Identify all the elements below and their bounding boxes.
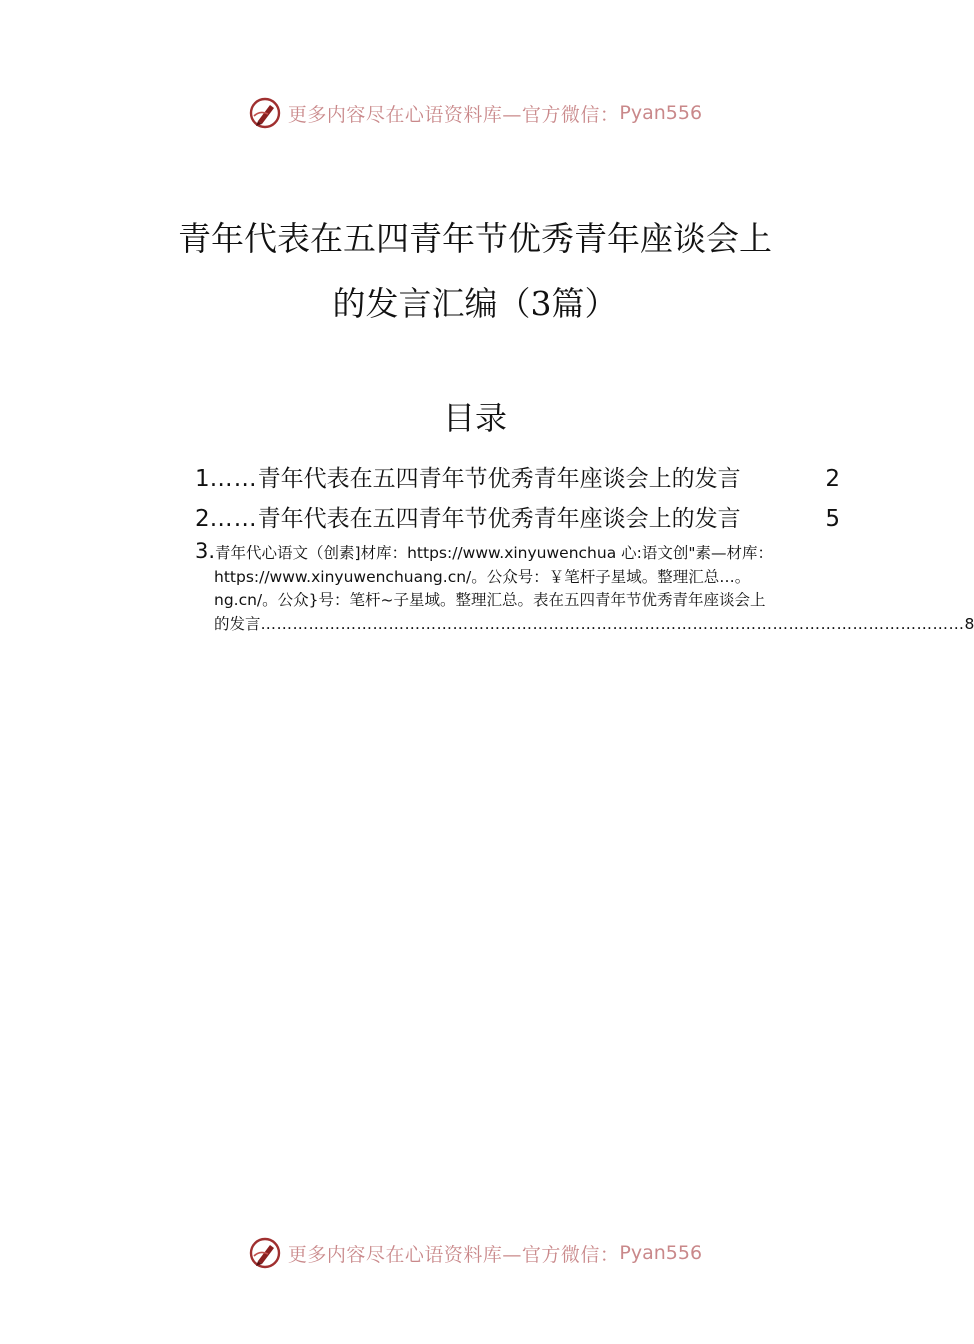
toc-leader-dots: …………………………………………………………………………………………………………………… — [260, 614, 965, 633]
toc-item-1[interactable] — [195, 460, 840, 493]
banner-brand-text: 更多内容尽在心语资料库—官方微信： — [287, 1243, 620, 1266]
banner-wechat-handle: Pyan556 — [619, 1242, 703, 1264]
toc-item-3-line1: 青年代心语文（创素]材库：https://www.xinyuwenchua 心:语文创"素—材库： — [215, 544, 773, 562]
banner-wechat-handle: Pyan556 — [619, 102, 703, 124]
toc-item-3-line4: 的发言 — [214, 614, 261, 633]
document-title-line2: 的发言汇编（3篇） — [332, 284, 618, 323]
toc-page-number: 8 — [964, 614, 974, 633]
toc-item-number: 3. — [195, 539, 216, 563]
banner-brand-text: 更多内容尽在心语资料库—官方微信： — [287, 103, 620, 126]
toc-heading: 目录 — [442, 399, 507, 437]
toc-item-title: 青年代表在五四青年节优秀青年座谈会上的发言 — [257, 466, 741, 492]
toc-leader-dots: …… — [209, 466, 258, 492]
toc-item-title: 青年代表在五四青年节优秀青年座谈会上的发言 — [257, 506, 741, 532]
toc-item-number: 2 — [195, 506, 210, 532]
toc-item-3-line2: https://www.xinyuwenchuang.cn/。公众号：￥笔杆子星域。整理汇总…。 — [214, 567, 751, 586]
footer-banner — [0, 1233, 950, 1273]
pen-circle-logo-icon — [248, 1236, 282, 1270]
document-title-line1: 青年代表在五四青年节优秀青年座谈会上 — [178, 219, 772, 258]
toc-item-number: 1 — [195, 466, 210, 492]
pen-circle-logo-icon — [248, 96, 282, 130]
toc-item-3[interactable] — [195, 539, 974, 636]
header-banner — [0, 93, 950, 133]
toc-item-2[interactable] — [195, 500, 840, 533]
toc-page-number: 2 — [825, 466, 840, 492]
toc-item-3-line3: ng.cn/。公众}号：笔杆~子星域。整理汇总。表在五四青年节优秀青年座谈会上 — [214, 591, 766, 609]
toc-leader-dots: …… — [209, 506, 258, 532]
toc-page-number: 5 — [825, 506, 840, 532]
